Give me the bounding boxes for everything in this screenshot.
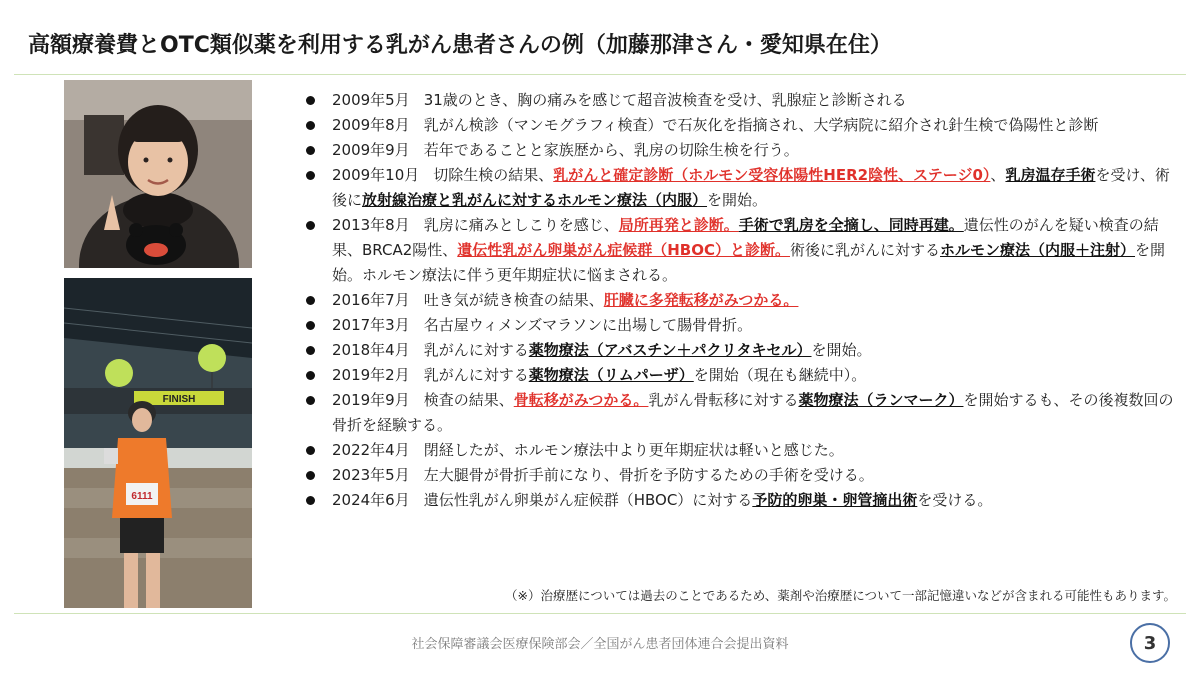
timeline-date: 2013年8月 [332,216,410,234]
timeline-text: 乳房に痛みとしこりを感じ、 [423,216,619,234]
bottom-divider [14,613,1186,614]
highlight-treatment: 薬物療法（リムパーザ） [528,366,694,384]
top-divider [14,74,1186,75]
highlight-diagnosis: 骨転移がみつかる。 [513,391,649,409]
timeline-text: 名古屋ウィメンズマラソンに出場して腸骨骨折。 [423,316,753,334]
timeline-text: 、 [990,166,1006,184]
timeline-item [302,463,1182,488]
timeline-date: 2022年4月 [332,441,410,459]
timeline-date: 2009年8月 [332,116,410,134]
timeline-date: 2016年7月 [332,291,410,309]
timeline-text: 吐き気が続き検査の結果、 [423,291,604,309]
timeline-date: 2018年4月 [332,341,410,359]
timeline-text: を開始。 [707,191,768,209]
timeline-item [302,213,1182,288]
highlight-treatment: 手術で乳房を全摘し、同時再建。 [738,216,964,234]
highlight-treatment: 薬物療法（ランマーク） [798,391,964,409]
timeline-text: 乳がん骨転移に対する [648,391,799,409]
highlight-diagnosis: 乳がんと確定診断（ホルモン受容体陽性HER2陰性、ステージ0） [553,166,991,184]
slide-title: 高額療養費とOTC類似薬を利用する乳がん患者さんの例（加藤那津さん・愛知県在住） [28,33,892,58]
highlight-diagnosis: 遺伝性乳がん卵巣がん症候群（HBOC）と診断。 [457,241,790,259]
timeline-text: 検査の結果、 [423,391,514,409]
timeline-text: 若年であることと家族歴から、乳房の切除生検を行う。 [423,141,799,159]
timeline-item [302,313,1182,338]
timeline-date: 2019年2月 [332,366,410,384]
timeline-date: 2024年6月 [332,491,410,509]
timeline-text: 遺伝性乳がん卵巣がん症候群（HBOC）に対する [423,491,753,509]
timeline-text: 左大腿骨が骨折手前になり、骨折を予防するための手術を受ける。 [423,466,874,484]
timeline-date: 2009年10月 [332,166,420,184]
highlight-treatment: ホルモン療法（内服＋注射） [940,241,1136,259]
timeline-text: 切除生検の結果、 [433,166,554,184]
highlight-treatment: 乳房温存手術 [1005,166,1096,184]
timeline-item [302,338,1182,363]
timeline-text: を受け、術後に [332,166,1170,209]
page-number: 3 [1130,623,1170,663]
highlight-diagnosis: 局所再発と診断。 [618,216,739,234]
timeline-item [302,388,1182,438]
timeline-date: 2009年5月 [332,91,410,109]
timeline-item [302,163,1182,213]
portrait-photo [64,80,252,268]
timeline-text: を受ける。 [917,491,993,509]
footnote: （※）治療歴については過去のことであるため、薬剤や治療歴について一部記憶違いなどが含まれる可能性もあります。 [505,588,1176,603]
highlight-treatment: 放射線治療と乳がんに対するホルモン療法（内服） [362,191,708,209]
timeline-date: 2023年5月 [332,466,410,484]
timeline-date: 2019年9月 [332,391,410,409]
timeline-text: 術後に乳がんに対する [790,241,941,259]
timeline-text: 遺伝性のがんを疑い検査の結果、BRCA2陽性、 [332,216,1159,259]
timeline-text: 乳がんに対する [423,341,529,359]
bib-number-text: 6111 [131,491,153,502]
timeline-item [302,488,1182,513]
highlight-treatment: 薬物療法（アバスチン＋パクリタキセル） [528,341,812,359]
timeline-item [302,113,1182,138]
timeline-text: を開始するも、その後複数回の骨折を経験する。 [332,391,1174,434]
timeline-text: 31歳のとき、胸の痛みを感じて超音波検査を受け、乳腺症と診断される [423,91,907,109]
timeline-text: 閉経したが、ホルモン療法中より更年期症状は軽いと感じた。 [423,441,844,459]
timeline-text: を開始（現在も継続中）。 [693,366,867,384]
source-footer: 社会保障審議会医療保険部会／全国がん患者団体連合会提出資料 [411,637,789,652]
highlight-diagnosis: 肝臓に多発転移がみつかる。 [603,291,799,309]
timeline-date: 2017年3月 [332,316,410,334]
timeline-item [302,438,1182,463]
timeline-item [302,88,1182,113]
timeline-item [302,138,1182,163]
timeline-item [302,288,1182,313]
timeline-text: 乳がんに対する [423,366,529,384]
timeline-text: 乳がん検診（マンモグラフィ検査）で石灰化を指摘され、大学病院に紹介され針生検で偽陽性と診断 [423,116,1099,134]
highlight-treatment: 予防的卵巣・卵管摘出術 [752,491,918,509]
finish-sign-text: FINISH [162,394,196,405]
marathon-photo [64,278,252,608]
timeline-item [302,363,1182,388]
timeline-date: 2009年9月 [332,141,410,159]
timeline-list [302,88,1182,513]
timeline-text: を開始。ホルモン療法に伴う更年期症状に悩まされる。 [332,241,1166,284]
timeline-text: を開始。 [811,341,872,359]
